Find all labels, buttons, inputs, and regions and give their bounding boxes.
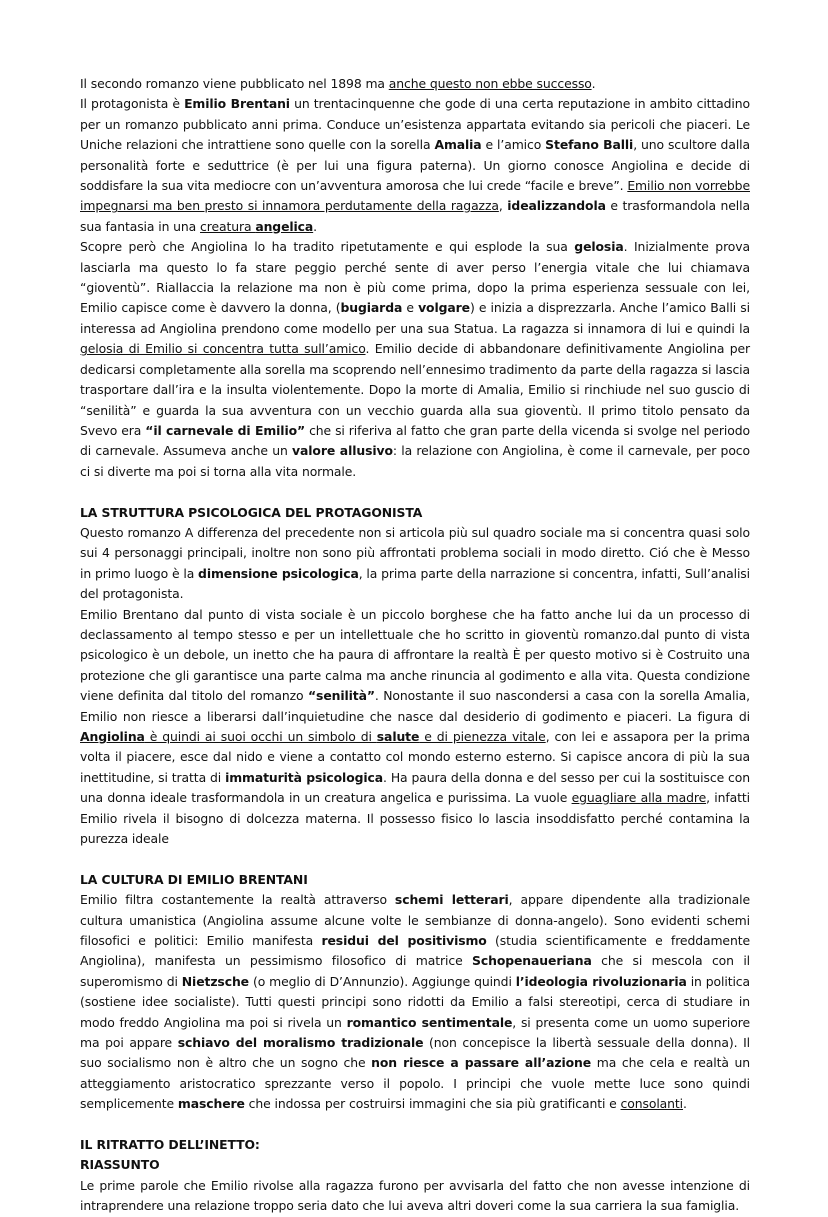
text-run: , [498, 198, 508, 214]
spacer [80, 1115, 750, 1135]
section-subheading: RIASSUNTO [80, 1157, 160, 1173]
text-run: : la relazione con Angiolina, è come il carnevale, per poco ci si diverte ma poi si torna alla vita normale. [80, 443, 750, 479]
text-run: Le prime parole che Emilio rivolse alla ragazza furono per avvisarla del fatto che non avesse intenzione di intraprendere una relazione troppo seria dato che lui aveva altri doveri come la sua carriera la sua famiglia. [80, 1177, 750, 1214]
text-run: . Inizialmente prova lasciarla ma questo lo fa stare peggio perché sente di aver perso l’energia vitale che lui chiamava “gioventù”. Riallaccia la relazione ma non è più come prima, dopo la prima esperienza sessuale con lei, Emilio capisce come è davvero la donna, ( [80, 239, 750, 316]
text-run: (non concepisce la libertà sessuale della donna). Il suo socialismo non è altro che un sogno che [80, 1035, 750, 1071]
text-run: che si riferiva al fatto che gran parte della vicenda si svolge nel periodo di carnevale. Assumeva anche un [80, 422, 750, 459]
text-run: , uno scultore dalla personalità forte e seduttrice (è per lui una figura paterna). Un giorno conosce Angiolina e decide di soddisfare la sua vita mediocre con un’avventura amorosa che lui crede “facile e breve”. [80, 137, 750, 194]
text-run: . Nonostante il suo nascondersi a casa con la sorella Amalia, Emilio non riesce a liberarsi dall’inquietudine che nasce dal desiderio di godimento e piaceri. La figura di [80, 688, 750, 724]
paragraph [80, 237, 750, 482]
document-page [80, 74, 750, 1217]
bold-text: schemi letterari [394, 892, 509, 908]
text-run: . [683, 1096, 687, 1112]
text-run: (studia scientificamente e freddamente Angiolina), manifesta un pessimismo filosofico di matrice [80, 933, 750, 969]
text-run: Scopre però che Angiolina lo ha tradito ripetutamente e qui esplode la sua [80, 239, 575, 255]
underlined-text: consolanti [620, 1096, 684, 1112]
bold-text: maschere [177, 1096, 245, 1112]
text-run: , con lei e assapora per la prima volta il piacere, esce dal nido e viene a contatto col mondo esterno esterno. Si capisce ancora di più la sua inettitudine, si tratta di [80, 728, 750, 785]
bold-text: schiavo del moralismo tradizionale [177, 1035, 424, 1051]
text-run: ma che cela e realtà un atteggiamento aristocratico sprezzante verso il popolo. I principi che vuole mette luce sono quindi semplicemente [80, 1055, 750, 1112]
paragraph [80, 523, 750, 605]
text-run: , la prima parte della narrazione si concentra, infatti, Sull’analisi del protagonista. [80, 565, 750, 602]
bold-text: gelosia [574, 239, 624, 255]
bold-text: bugiarda [340, 300, 403, 316]
bold-text: valore allusivo [292, 443, 393, 459]
underlined-text: anche questo non ebbe successo [388, 76, 592, 91]
text-run: . Ha paura della donna e del sesso per cui la sostituisce con una donna ideale trasformandola in un creatura angelica e purissima. La vuole [80, 769, 750, 806]
text-run: che si mescola con il superomismo di [80, 953, 750, 989]
text-run: ) e inizia a disprezzarla. Anche l’amico Balli si interessa ad Angiolina prendono come modello per una sua Statua. La ragazza si innamora di lui e quindi la [80, 300, 751, 336]
text-run: che indossa per costruirsi immagini che sia più gratificanti e [244, 1096, 621, 1112]
paragraph [80, 1176, 750, 1217]
bold-text: Angiolina [80, 728, 145, 744]
bold-text: Amalia [434, 137, 482, 153]
text-run: Il protagonista è [80, 96, 185, 112]
text-run: Emilio filtra costantemente la realtà attraverso [80, 892, 395, 908]
text-run: Emilio Brentano dal punto di vista sociale è un piccolo borghese che ha fatto anche lui da un processo di declassamento al tempo stesso e per un intellettuale che ho scritto in gioventù romanzo.dal punto di vista psicologico è un debole, un inetto che ha paura di affrontare la realtà È per questo motivo si è Costruito una protezione che gli garantisce una parte calma ma anche rinuncia al godimento e alla vita. Questa condizione viene definita dal titolo del romanzo [80, 606, 750, 704]
bold-text: romantico sentimentale [346, 1014, 513, 1030]
underlined-text: e di pienezza vitale [419, 728, 546, 744]
bold-text: l’ideologia rivoluzionaria [515, 973, 687, 989]
underlined-text: eguagliare alla madre [571, 790, 707, 806]
section-heading: LA STRUTTURA PSICOLOGICA DEL PROTAGONISTA [80, 504, 423, 520]
underlined-text: Emilio non vorrebbe impegnarsi ma ben presto si innamora perdutamente della ragazza [80, 178, 750, 214]
bold-text: Schopenaueriana [472, 953, 592, 969]
bold-text: Stefano Balli [545, 137, 634, 153]
text-run: (o meglio di D’Annunzio). Aggiunge quindi [248, 973, 516, 989]
spacer [80, 482, 750, 502]
paragraph [80, 890, 750, 1114]
text-run: in politica (sostiene idee socialiste). Tutti questi principi sono ridotti da Emilio a falsi stereotipi, cerca di studiare in modo freddo Angiolina ma poi si rivela un [80, 973, 751, 1030]
paragraph [80, 605, 750, 850]
text-run: . Emilio decide di abbandonare definitivamente Angiolina per dedicarsi completamente alla sorella ma scoprendo nell’ennesimo tradimento da parte della ragazza si lascia trasportare dall’ira e la insulta violentemente. Dopo la morte di Amalia, Emilio si rinchiude nel suo guscio di “senilità” e guarda la sua avventura con un vecchio guarda alla sua gioventù. Il primo titolo pensato da Svevo era [80, 341, 751, 438]
text-run: , appare dipendente alla tradizionale cultura umanistica (Angiolina assume alcune volte le sembianze di donna-angelo). Sono evidenti schemi filosofici e politici: Emilio manifesta [80, 892, 750, 949]
text-run: Il secondo romanzo viene pubblicato nel 1898 ma [80, 76, 389, 91]
text-run: , infatti Emilio rivela il bisogno di dolcezza materna. Il possesso fisico lo lascia insoddisfatto perché contamina la purezza ideale [80, 790, 750, 847]
paragraph [80, 94, 750, 237]
bold-text: immaturità psicologica [225, 769, 384, 785]
text-run: e [402, 300, 419, 316]
bold-text: idealizzandola [507, 198, 606, 214]
bold-text: volgare [418, 300, 470, 316]
bold-text: “senilità” [308, 688, 375, 704]
section-heading: LA CULTURA DI EMILIO BRENTANI [80, 871, 308, 887]
bold-text: angelica [255, 218, 314, 234]
text-run: un trentacinquenne che gode di una certa reputazione in ambito cittadino per un romanzo pubblicato anni prima. Conduce un’esistenza appartata evitando sia pericoli che piaceri. Le Uniche relazioni che intrattiene sono quelle con la sorella [80, 96, 751, 153]
text-run: . [313, 218, 318, 234]
section-heading: IL RITRATTO DELL’INETTO: [80, 1137, 260, 1153]
underlined-text: è quindi ai suoi occhi un simbolo di [144, 728, 377, 744]
bold-text: Nietzsche [181, 973, 249, 989]
text-run: . [591, 76, 596, 91]
text-run: Questo romanzo A differenza del precedente non si articola più sul quadro sociale ma si concentra quasi solo sui 4 personaggi principali, inoltre non sono più affrontati problema sociali in modo diretto. Ció che è Messo in primo luogo è la [80, 524, 750, 581]
paragraph [80, 74, 750, 94]
bold-text: non riesce a passare all’azione [371, 1055, 592, 1071]
bold-text: dimensione psicologica [198, 565, 359, 581]
spacer [80, 849, 750, 869]
text-run: , si presenta come un uomo superiore ma poi appare [80, 1014, 750, 1051]
bold-text: salute [376, 728, 420, 744]
text-run: e l’amico [481, 137, 546, 153]
underlined-text: gelosia di Emilio si concentra tutta sull’amico [80, 341, 366, 357]
bold-text: Emilio Brentani [184, 96, 290, 112]
bold-text: “il carnevale di Emilio” [145, 422, 306, 438]
underlined-text: creatura [200, 218, 256, 234]
bold-text: residui del positivismo [321, 933, 487, 949]
text-run: e trasformandola nella sua fantasia in una [80, 198, 750, 234]
